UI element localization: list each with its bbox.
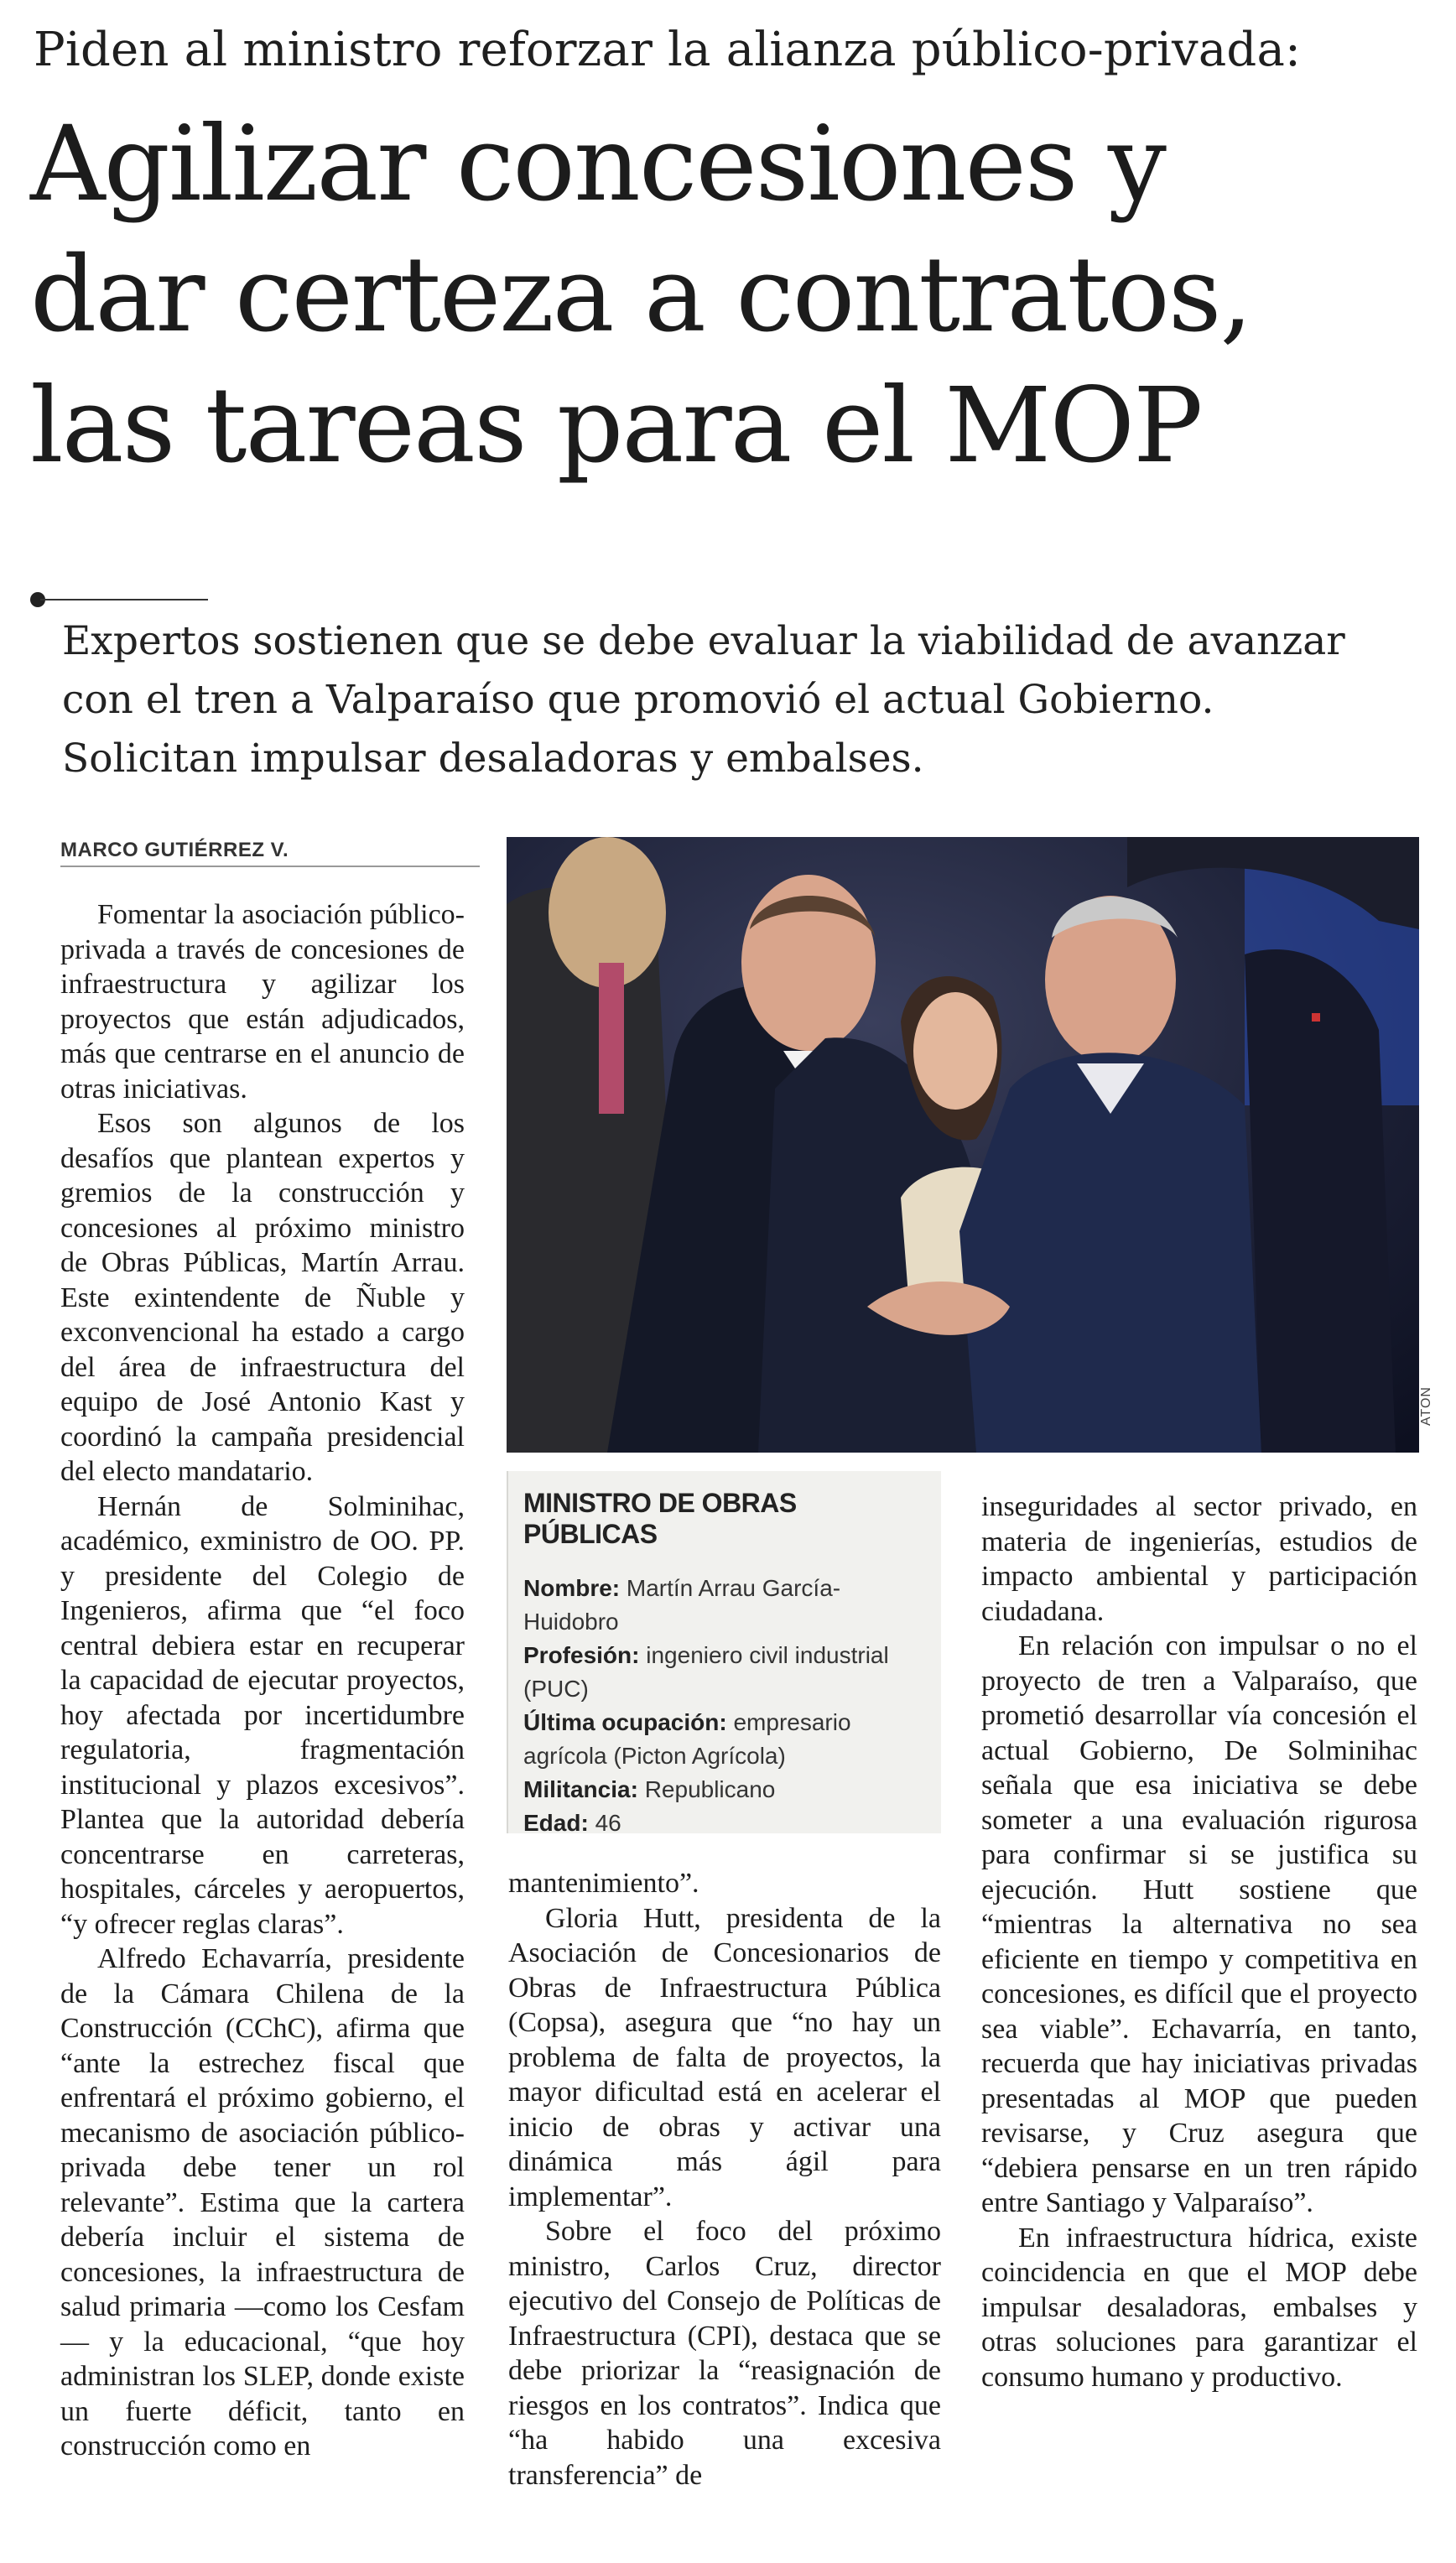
infobox-label: Militancia: xyxy=(523,1776,638,1802)
paragraph: Esos son algunos de los desafíos que plantean expertos y gremios de la construcción y concesiones al próximo ministro de Obras Públicas, Martín Arrau. Este exintendente de Ñuble y exconvencional ha estado a cargo del área de infraestructura del equipo de José Antonio Kast y coordinó la campaña presidencial del electo mandatario. xyxy=(60,1108,465,1487)
paragraph: Sobre el foco del próximo ministro, Carlos Cruz, director ejecutivo del Consejo de Políticas de Infraestructura (CPI), destaca que se debe priorizar la “reasignación de riesgos en los contratos”. Indica que “ha habido una excesiva transferencia” de xyxy=(508,2216,941,2491)
paragraph: Gloria Hutt, presidenta de la Asociación de Concesionarios de Obras de Infraestructura Pública (Copsa), asegura que “no hay un problema de falta de proyectos, la mayor dificultad está en acelerar el inicio de obras y activar una dinámica más ágil para implementar”. xyxy=(508,1902,941,2212)
infobox-row xyxy=(523,1773,926,1807)
infobox-row xyxy=(523,1572,926,1639)
divider xyxy=(60,866,480,867)
column-2 xyxy=(508,1866,941,2493)
paragraph: inseguridades al sector privado, en materia de ingenierías, estudios de impacto ambiental y participación ciudadana. xyxy=(981,1491,1417,1627)
infobox-value: 46 xyxy=(595,1810,621,1836)
infobox-label: Última ocupación: xyxy=(523,1709,727,1735)
paragraph: Hernán de Solminihac, académico, exministro de OO. PP. y presidente del Colegio de Ingenieros, afirma que “el foco central debiera estar en recuperar la capacidad de ejecutar proyectos, hoy afectada por incertidumbre regulatoria, fragmentación institucional y plazos excesivos”. Plantea que la autoridad debería concentrarse en carreteras, hospitales, cárceles y aeropuertos, “y ofrecer reglas claras”. xyxy=(60,1490,465,1940)
infobox-label: Profesión: xyxy=(523,1642,640,1668)
infobox-value: ingeniero civil industrial (PUC) xyxy=(523,1642,889,1702)
paragraph: En infraestructura hídrica, existe coincidencia en que el MOP debe impulsar desaladoras, embalses y otras soluciones para garantizar el consumo humano y productivo. xyxy=(981,2222,1417,2393)
infobox-value: empresario agrícola (Picton Agrícola) xyxy=(523,1709,851,1769)
news-photo xyxy=(507,837,1419,1453)
infobox-row xyxy=(523,1639,926,1706)
infobox-title: MINISTRO DE OBRAS PÚBLICAS xyxy=(523,1488,797,1549)
infobox-value: Martín Arrau García-Huidobro xyxy=(523,1575,841,1635)
headline-line: Agilizar concesiones y xyxy=(30,104,1165,225)
infobox xyxy=(507,1471,941,1836)
photo-credit: ATON xyxy=(1419,1386,1433,1426)
infobox-row xyxy=(523,1706,926,1773)
paragraph: Alfredo Echavarría, presidente de la Cámara Chilena de la Construcción (CChC), afirma que “ante la estrechez fiscal que enfrentará el próximo gobierno, el mecanismo de asociación público-privada debe tener un rol relevante”. Estima que la cartera debería incluir el sistema de concesiones, la infraestructura de salud primaria —como los Cesfam— y la educacional, “que hoy administran los SLEP, donde existe un fuerte déficit, tanto en construcción como en xyxy=(60,1943,465,2462)
headline-line: dar certeza a contratos, xyxy=(30,235,1251,356)
column-1 xyxy=(60,897,465,2464)
infobox-row xyxy=(523,1807,926,1840)
deck: Expertos sostienen que se debe evaluar la viabilidad de avanzar con el tren a Valparaíso que promovió el actual Gobierno. Solicitan impulsar desaladoras y embalses. xyxy=(62,618,1345,782)
infobox-label: Nombre: xyxy=(523,1575,621,1601)
column-3 xyxy=(981,1489,1417,2394)
infobox-value: Republicano xyxy=(644,1776,776,1802)
paragraph: Fomentar la asociación público-privada a través de concesiones de infraestructura y agilizar los proyectos que están adjudicados, más que centrarse en el anuncio de otras iniciativas. xyxy=(60,899,465,1105)
byline: MARCO GUTIÉRREZ V. xyxy=(60,839,289,861)
paragraph: En relación con impulsar o no el proyecto de tren a Valparaíso, que prometió desarrollar vía concesión el actual Gobierno, De Solminihac señala que esa iniciativa se debe someter a una evaluación rigurosa para confirmar si se justifica su ejecución. Hutt sostiene que “mientras la alternativa no sea eficiente en tiempo y competitiva en concesiones, es difícil que el proyecto sea viable”. Echavarría, en tanto, recuerda que hay iniciativas privadas presentadas al MOP que pueden revisarse, y Cruz asegura que “debiera pensarse en un tren rápido entre Santiago y Valparaíso”. xyxy=(981,1630,1417,2218)
paragraph: mantenimiento”. xyxy=(508,1868,699,1899)
infobox-label: Edad: xyxy=(523,1810,589,1836)
photo-illustration xyxy=(507,837,1419,1453)
divider xyxy=(40,599,208,600)
kicker: Piden al ministro reforzar la alianza público-privada: xyxy=(34,23,1302,77)
headline xyxy=(30,99,1439,491)
headline-line: las tareas para el MOP xyxy=(30,366,1202,486)
